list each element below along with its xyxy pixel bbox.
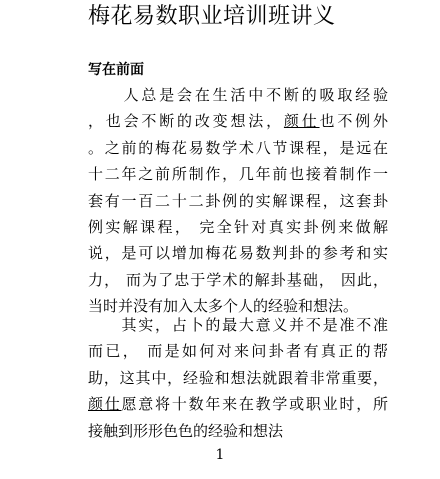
paragraph-2	[88, 312, 388, 444]
paragraph-line: 接触到形形色色的经验和想法	[88, 421, 284, 440]
paragraph-line: 力， 而为了忠于学术的解卦基础， 因此，	[88, 270, 388, 289]
author-name: 颜仕	[88, 395, 122, 414]
paragraph-line: 套有一百二十二卦例的实解课程，这套卦	[88, 191, 388, 210]
paragraph-line: 而已， 而是如何对来问卦者有真正的帮	[88, 342, 388, 361]
page-number: 1	[215, 447, 225, 463]
paragraph-line: 助，这其中，经验和想法就跟着非常重要，	[88, 368, 388, 387]
paragraph-line: 说，是可以增加梅花易数判卦的参考和实	[88, 244, 388, 263]
paragraph-line: 十二年之前所制作，几年前也接着制作一	[88, 165, 388, 184]
document-title: 梅花易数职业培训班讲义	[88, 4, 336, 29]
paragraph-1	[88, 82, 388, 320]
paragraph-line: 。之前的梅花易数学术八节课程，是远在	[88, 138, 388, 157]
author-name: 颜仕	[283, 112, 320, 131]
paragraph-line: 当时并没有加入太多个人的经验和想法。	[88, 297, 359, 316]
paragraph-line: 人总是会在生活中不断的吸取经验	[88, 86, 388, 104]
paragraph-line: ，也会不断的改变想法，颜仕也不例外	[88, 112, 388, 131]
paragraph-line: 例实解课程， 完全针对真实卦例来做解	[88, 217, 388, 236]
paragraph-line: 其实，占卜的最大意义并不是准不准	[88, 316, 388, 334]
paragraph-line: 颜仕愿意将十数年来在教学或职业时，所	[88, 395, 388, 414]
section-heading: 写在前面	[88, 62, 144, 78]
